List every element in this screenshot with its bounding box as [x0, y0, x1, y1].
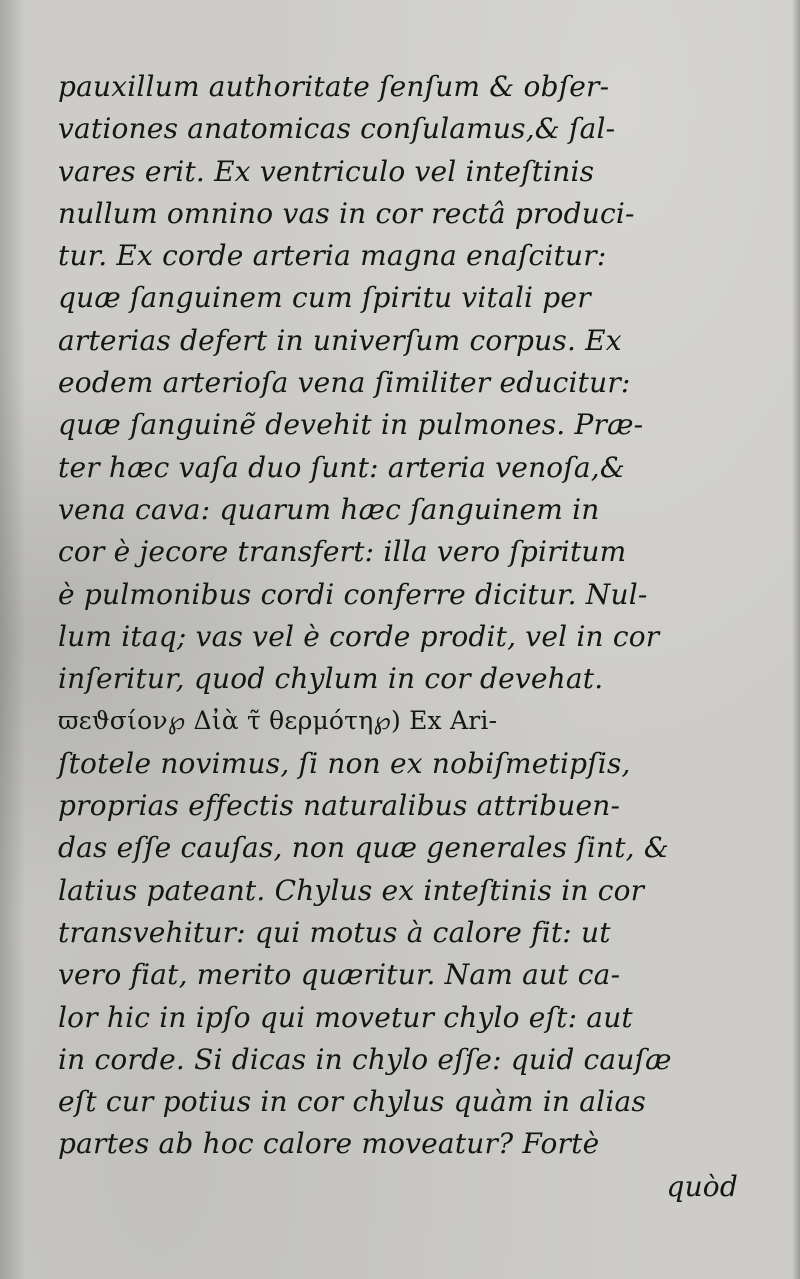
text-line: in corde. Si dicas in chylo eſſe: quid cauſæ — [58, 1042, 672, 1076]
text-line: inſeritur, quod chylum in cor devehat. — [58, 662, 604, 696]
text-line: partes ab hoc calore moveatur? Fortè — [58, 1127, 600, 1161]
text-line: das eſſe cauſas, non quæ generales ſint, & — [58, 831, 669, 865]
text-line: proprias effectis naturalibus attribuen- — [58, 789, 621, 823]
text-line: latius pateant. Chylus ex inteſtinis in cor — [58, 873, 645, 907]
text-line: vares erit. Ex ventriculo vel inteſtinis — [58, 154, 595, 188]
text-line: eſt cur potius in cor chylus quàm in alias — [58, 1085, 646, 1119]
body-text — [58, 66, 738, 1208]
text-line: ſtotele novimus, ſi non ex nobiſmetipſis, — [58, 746, 631, 780]
text-line: vationes anatomicas conſulamus,& ſal- — [58, 112, 616, 146]
text-line: nullum omnino vas in cor rectâ produci- — [58, 196, 635, 230]
text-line: vero fiat, merito quæritur. Nam aut ca- — [58, 958, 621, 992]
text-line: transvehitur: qui motus à calore fit: ut — [58, 915, 611, 949]
page-gutter-shadow — [0, 0, 26, 1279]
text-line: è pulmonibus cordi conferre dicitur. Nul- — [58, 577, 648, 611]
text-line: pauxillum authoritate ſenſum & obſer- — [58, 70, 610, 103]
page-edge-shadow — [792, 0, 800, 1279]
text-line: ter hæc vaſa duo ſunt: arteria venoſa,& — [58, 450, 626, 484]
text-line: vena cava: quarum hæc ſanguinem in — [58, 492, 600, 526]
greek-lemma-line: ϖεϑσίον℘ Δἰὰ τ̃ θερμότη℘) Ex Ari- — [58, 706, 498, 736]
text-line: tur. Ex corde arteria magna enaſcitur: — [58, 239, 607, 273]
text-line: lor hic in ipſo qui movetur chylo eſt: aut — [58, 1000, 633, 1034]
text-line: quæ ſanguinẽ devehit in pulmones. Præ- — [58, 408, 644, 442]
text-line: eodem arterioſa vena ſimiliter educitur: — [58, 366, 631, 400]
text-line: lum itaq; vas vel è corde prodit, vel in cor — [58, 619, 660, 653]
text-line: cor è jecore transfert: illa vero ſpiritum — [58, 535, 627, 569]
text-line: quæ ſanguinem cum ſpiritu vitali per — [58, 281, 591, 315]
catchword: quòd — [666, 1169, 738, 1203]
text-line: arterias defert in univerſum corpus. Ex — [58, 323, 622, 357]
